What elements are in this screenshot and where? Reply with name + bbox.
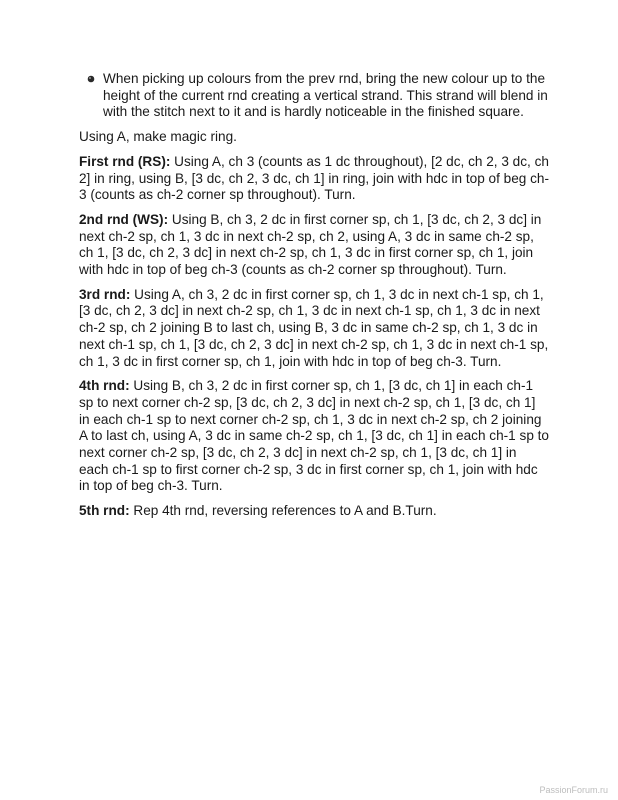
round-instructions: Using A, ch 3, 2 dc in first corner sp, ch 1, 3 dc in next ch-1 sp, ch 1, [3 dc, ch 2, 3 dc] in next ch-2 sp, ch 1, 3 dc in next ch-1 sp, ch 1, 3 dc in next ch-2 sp, ch 2 joining B to last ch, using B, 3 dc in same ch-2 sp, ch 1, 3 dc in next ch-1 sp, ch 1, [3 dc, ch 2, 3 dc] in next ch-2 sp, ch 1, 3 dc in next ch-1 sp, ch 1, 3 dc in first corner sp, ch 1, join with hdc in top of beg ch-3. Turn. <box>79 286 549 369</box>
bullet-icon <box>87 75 95 83</box>
round-instructions: Rep 4th rnd, reversing references to A and B.Turn. <box>133 503 437 519</box>
round-label: 3rd rnd: <box>79 286 131 302</box>
round-label: 2nd rnd (WS): <box>79 211 169 227</box>
watermark: PassionForum.ru <box>539 785 608 795</box>
bullet-note-text: When picking up colours from the prev rnd, bring the new colour up to the height of the current rnd creating a vertical strand. This strand will blend in with the stitch next to it and is hardly noticeable in the finished square. <box>103 71 548 120</box>
bullet-note <box>79 71 549 121</box>
round-label: 4th rnd: <box>79 378 130 394</box>
round-instructions: Using A, ch 3 (counts as 1 dc throughout), [2 dc, ch 2, 3 dc, ch 2] in ring, using B, [3 dc, ch 2, 3 dc, ch 1] in ring, join with hdc in top of beg ch-3 (counts as ch-2 corner sp throughout). Turn. <box>79 153 549 203</box>
round-instructions: Using B, ch 3, 2 dc in first corner sp, ch 1, [3 dc, ch 1] in each ch-1 sp to next corner ch-2 sp, [3 dc, ch 2, 3 dc] in next ch-2 sp, ch 1, [3 dc, ch 1] in each ch-1 sp to next corner ch-2 sp, ch 1, 3 dc in next ch-2 sp, ch 2 joining A to last ch, using A, 3 dc in same ch-2 sp, ch 1, [3 dc, ch 1] in each ch-1 sp to next corner ch-2 sp, [3 dc, ch 2, 3 dc] in next ch-2 sp, ch 1, [3 dc, ch 1] in each ch-1 sp to first corner ch-2 sp, 3 dc in first corner sp, ch 1, join with hdc in top of beg ch-3. Turn. <box>79 378 549 494</box>
round-1 <box>79 154 549 204</box>
round-label: 5th rnd: <box>79 503 130 519</box>
intro-text: Using A, make magic ring. <box>79 129 237 145</box>
round-5 <box>79 503 549 520</box>
round-3 <box>79 287 549 371</box>
round-label: First rnd (RS): <box>79 153 171 169</box>
round-2 <box>79 212 549 279</box>
round-4 <box>79 378 549 495</box>
pattern-page <box>79 71 549 528</box>
round-instructions: Using B, ch 3, 2 dc in first corner sp, ch 1, [3 dc, ch 2, 3 dc] in next ch-2 sp, ch 1, 3 dc in next ch-2 sp, ch 2, using A, 3 dc in same ch-2 sp, ch 1, [3 dc, ch 2, 3 dc] in next ch-2 sp, ch 1, 3 dc in first corner sp, ch 1, join with hdc in top of beg ch-3 (counts as ch-2 corner sp throughout). Turn. <box>79 211 542 278</box>
